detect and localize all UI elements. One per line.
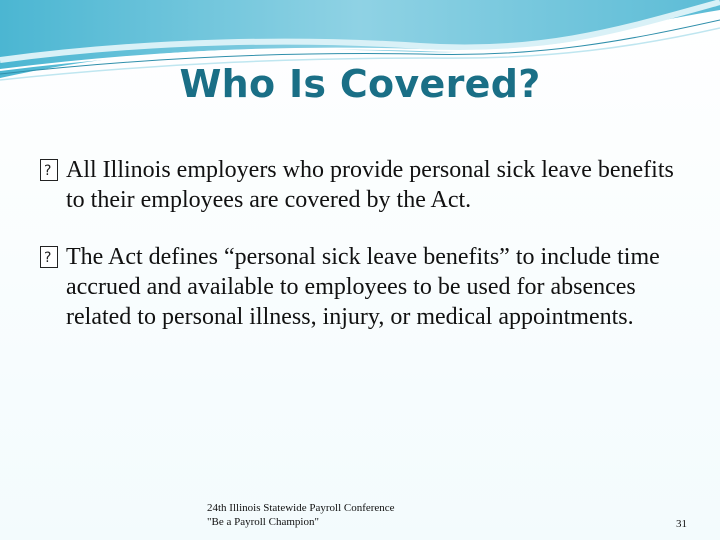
footer-line-tagline: "Be a Payroll Champion": [207, 516, 319, 528]
bullet-text: The Act defines “personal sick leave benefits” to include time accrued and available to employees to be used for absences related to personal illness, injury, or medical appointments.: [66, 244, 660, 330]
bullet-text: All Illinois employers who provide personal sick leave benefits to their employees are covered by the Act.: [66, 157, 674, 213]
bullet-list: [40, 155, 690, 359]
slide-number: 31: [676, 518, 687, 530]
footer-line-conference: 24th Illinois Statewide Payroll Conference: [207, 502, 395, 514]
slide-title: Who Is Covered?: [179, 62, 541, 106]
footer: [207, 501, 395, 529]
missing-glyph-icon: [40, 159, 58, 181]
missing-glyph-icon: [40, 246, 58, 268]
bullet-item: [40, 242, 690, 332]
bullet-item: [40, 155, 690, 215]
